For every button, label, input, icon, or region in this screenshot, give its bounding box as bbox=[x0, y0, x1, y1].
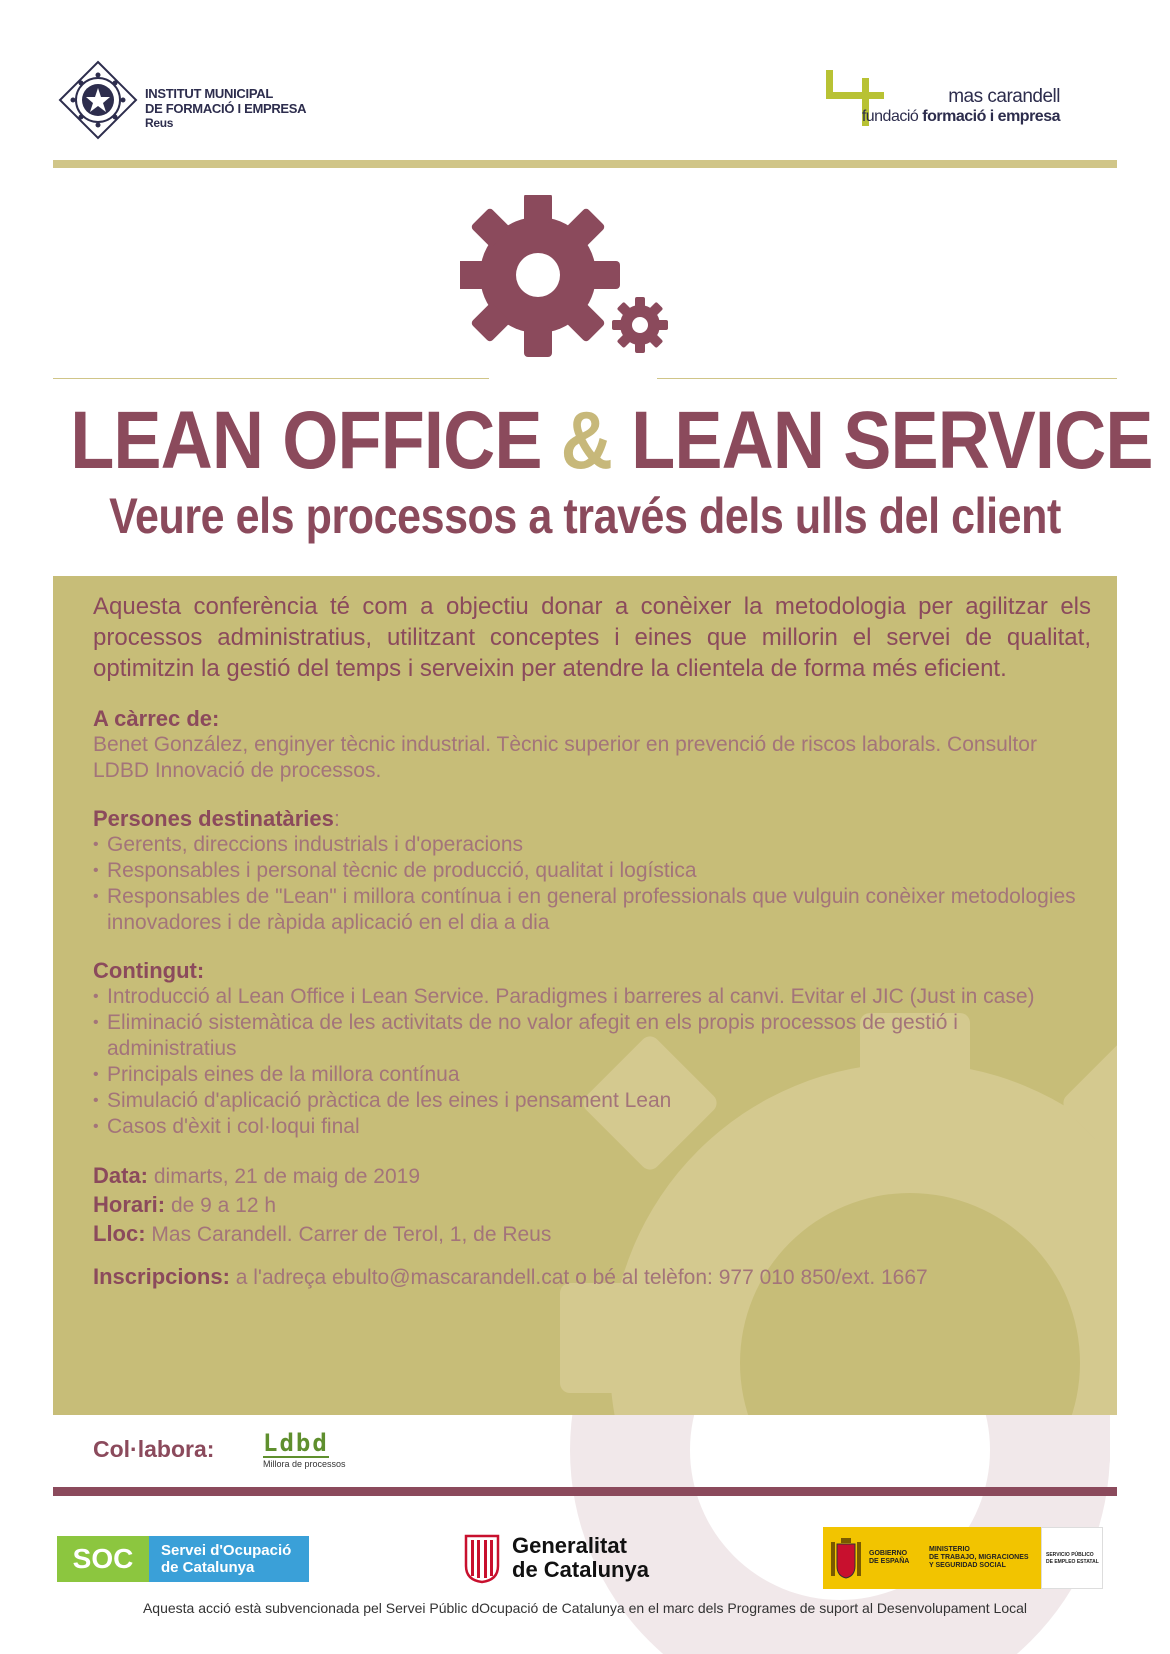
imfe-wordmark bbox=[145, 86, 306, 131]
funding-note: Aquesta acció està subvencionada pel Servei Públic dOcupació de Catalunya en el marc dels Programes de suport al Desenvolupament Local bbox=[142, 1600, 1028, 1616]
list-item: • Responsables i personal tècnic de producció, qualitat i logística bbox=[93, 858, 1091, 884]
spain-government-logo bbox=[823, 1527, 1107, 1589]
page-title bbox=[70, 395, 1153, 486]
place-value: Mas Carandell. Carrer de Terol, 1, de Reus bbox=[145, 1223, 552, 1246]
bottom-divider bbox=[53, 1487, 1117, 1496]
contents-list bbox=[93, 984, 1091, 1140]
sepe-line-2: DE EMPLEO ESTATAL bbox=[1046, 1559, 1099, 1565]
gob-line-1: GOBIERNO bbox=[869, 1550, 908, 1557]
gencat-emblem-icon bbox=[462, 1532, 502, 1584]
ministry-line-1: MINISTERIO bbox=[929, 1546, 970, 1553]
audience-list bbox=[93, 832, 1091, 936]
event-details bbox=[93, 1162, 1091, 1249]
imfe-line-3: Reus bbox=[145, 116, 174, 130]
signup-row bbox=[93, 1263, 1091, 1292]
soc-line-2: de Catalunya bbox=[161, 1559, 255, 1576]
imfe-emblem-icon bbox=[58, 60, 138, 140]
gear-icon bbox=[460, 195, 620, 357]
mas-carandell-name: mas carandell bbox=[948, 86, 1060, 107]
soc-name bbox=[149, 1536, 309, 1582]
list-item: • Eliminació sistemàtica de les activitats de no valor afegit en els propis processos de gestió i administratius bbox=[93, 1010, 1091, 1062]
gencat-logo bbox=[462, 1530, 672, 1586]
list-item: • Simulació d'aplicació pràctica de les eines i pensament Lean bbox=[93, 1088, 1091, 1114]
gob-block bbox=[823, 1527, 1041, 1589]
speaker-body: Benet González, enginyer tècnic industrial. Tècnic superior en prevenció de riscos laborals. Consultor LDBD Innovació de processos. bbox=[93, 733, 1037, 782]
list-item: • Gerents, direccions industrials i d'operacions bbox=[93, 832, 1091, 858]
ldbd-word: Ldbd bbox=[263, 1429, 329, 1457]
title-part-2: LEAN SERVICE bbox=[631, 395, 1153, 486]
title-rule-right bbox=[657, 378, 1117, 379]
ministry-text bbox=[929, 1546, 1029, 1570]
ldbd-logo bbox=[263, 1430, 353, 1470]
mas-carandell-sub-bold: formació i empresa bbox=[922, 108, 1060, 125]
spain-coat-of-arms-icon bbox=[829, 1536, 863, 1580]
audience-heading bbox=[93, 806, 1091, 832]
title-ampersand: & bbox=[560, 395, 612, 486]
audience-heading-text: Persones destinatàries bbox=[93, 806, 334, 831]
date-row bbox=[93, 1162, 1091, 1191]
signup-label: Inscripcions: bbox=[93, 1264, 230, 1289]
title-rule-left bbox=[53, 378, 489, 379]
time-value: de 9 a 12 h bbox=[165, 1194, 277, 1217]
speaker-heading: A càrrec de: bbox=[93, 706, 220, 731]
ministry-line-3: Y SEGURIDAD SOCIAL bbox=[929, 1562, 1006, 1569]
gears-illustration bbox=[460, 195, 690, 375]
imfe-line-1: INSTITUT MUNICIPAL bbox=[145, 86, 273, 101]
collab-label: Col·labora: bbox=[93, 1436, 215, 1462]
place-row bbox=[93, 1220, 1091, 1249]
title-part-1: LEAN OFFICE bbox=[70, 395, 542, 486]
contents-heading: Contingut: bbox=[93, 958, 205, 983]
imfe-line-2: DE FORMACIÓ I EMPRESA bbox=[145, 101, 307, 116]
mas-carandell-wordmark bbox=[862, 86, 1060, 126]
soc-abbr: SOC bbox=[57, 1536, 149, 1582]
mas-carandell-sub-prefix: fundació bbox=[861, 108, 919, 125]
list-item: • Principals eines de la millora contínua bbox=[93, 1062, 1091, 1088]
gencat-line-1: Generalitat bbox=[512, 1533, 627, 1558]
time-row bbox=[93, 1191, 1091, 1220]
list-item: • Introducció al Lean Office i Lean Service. Paradigmes i barreres al canvi. Evitar el JIC (Just in case) bbox=[93, 984, 1091, 1010]
soc-logo bbox=[57, 1536, 309, 1582]
top-divider bbox=[53, 160, 1117, 168]
place-label: Lloc: bbox=[93, 1221, 146, 1246]
ministry-line-2: DE TRABAJO, MIGRACIONES bbox=[929, 1554, 1029, 1561]
ldbd-sub: Millora de processos bbox=[263, 1459, 346, 1469]
panel-content bbox=[93, 591, 1091, 1292]
sepe-line-1: SERVICIO PÚBLICO bbox=[1046, 1552, 1094, 1558]
small-gear-icon bbox=[612, 297, 668, 353]
list-item: • Responsables de "Lean" i millora contínua i en general professionals que vulguin conèixer metodologies innovadores i de ràpida aplicació en el dia a dia bbox=[93, 884, 1091, 936]
soc-line-1: Servei d'Ocupació bbox=[161, 1542, 292, 1559]
mas-carandell-subtitle bbox=[862, 108, 1060, 126]
date-value: dimarts, 21 de maig de 2019 bbox=[148, 1165, 421, 1188]
intro-paragraph: Aquesta conferència té com a objectiu donar a conèixer la metodologia per agilitzar els processos administratius, utilitzant conceptes i eines que millorin el servei de qualitat, optimitzin la gestió del temps i serveixin per atendre la clientela de forma més eficient. bbox=[93, 593, 1091, 682]
gob-text bbox=[869, 1550, 925, 1566]
list-item: • Casos d'èxit i col·loqui final bbox=[93, 1114, 1091, 1140]
date-label: Data: bbox=[93, 1163, 149, 1188]
signup-value: a l'adreça ebulto@mascarandell.cat o bé al telèfon: 977 010 850/ext. 1667 bbox=[229, 1266, 928, 1289]
content-panel bbox=[53, 576, 1117, 1415]
audience-heading-colon: : bbox=[333, 806, 341, 831]
page-subtitle: Veure els processos a través dels ulls del client bbox=[109, 488, 1061, 544]
gencat-line-2: de Catalunya bbox=[512, 1557, 649, 1582]
time-label: Horari: bbox=[93, 1192, 166, 1217]
gencat-text bbox=[512, 1534, 649, 1582]
gob-line-2: DE ESPAÑA bbox=[869, 1558, 910, 1565]
sepe-block bbox=[1041, 1527, 1103, 1589]
